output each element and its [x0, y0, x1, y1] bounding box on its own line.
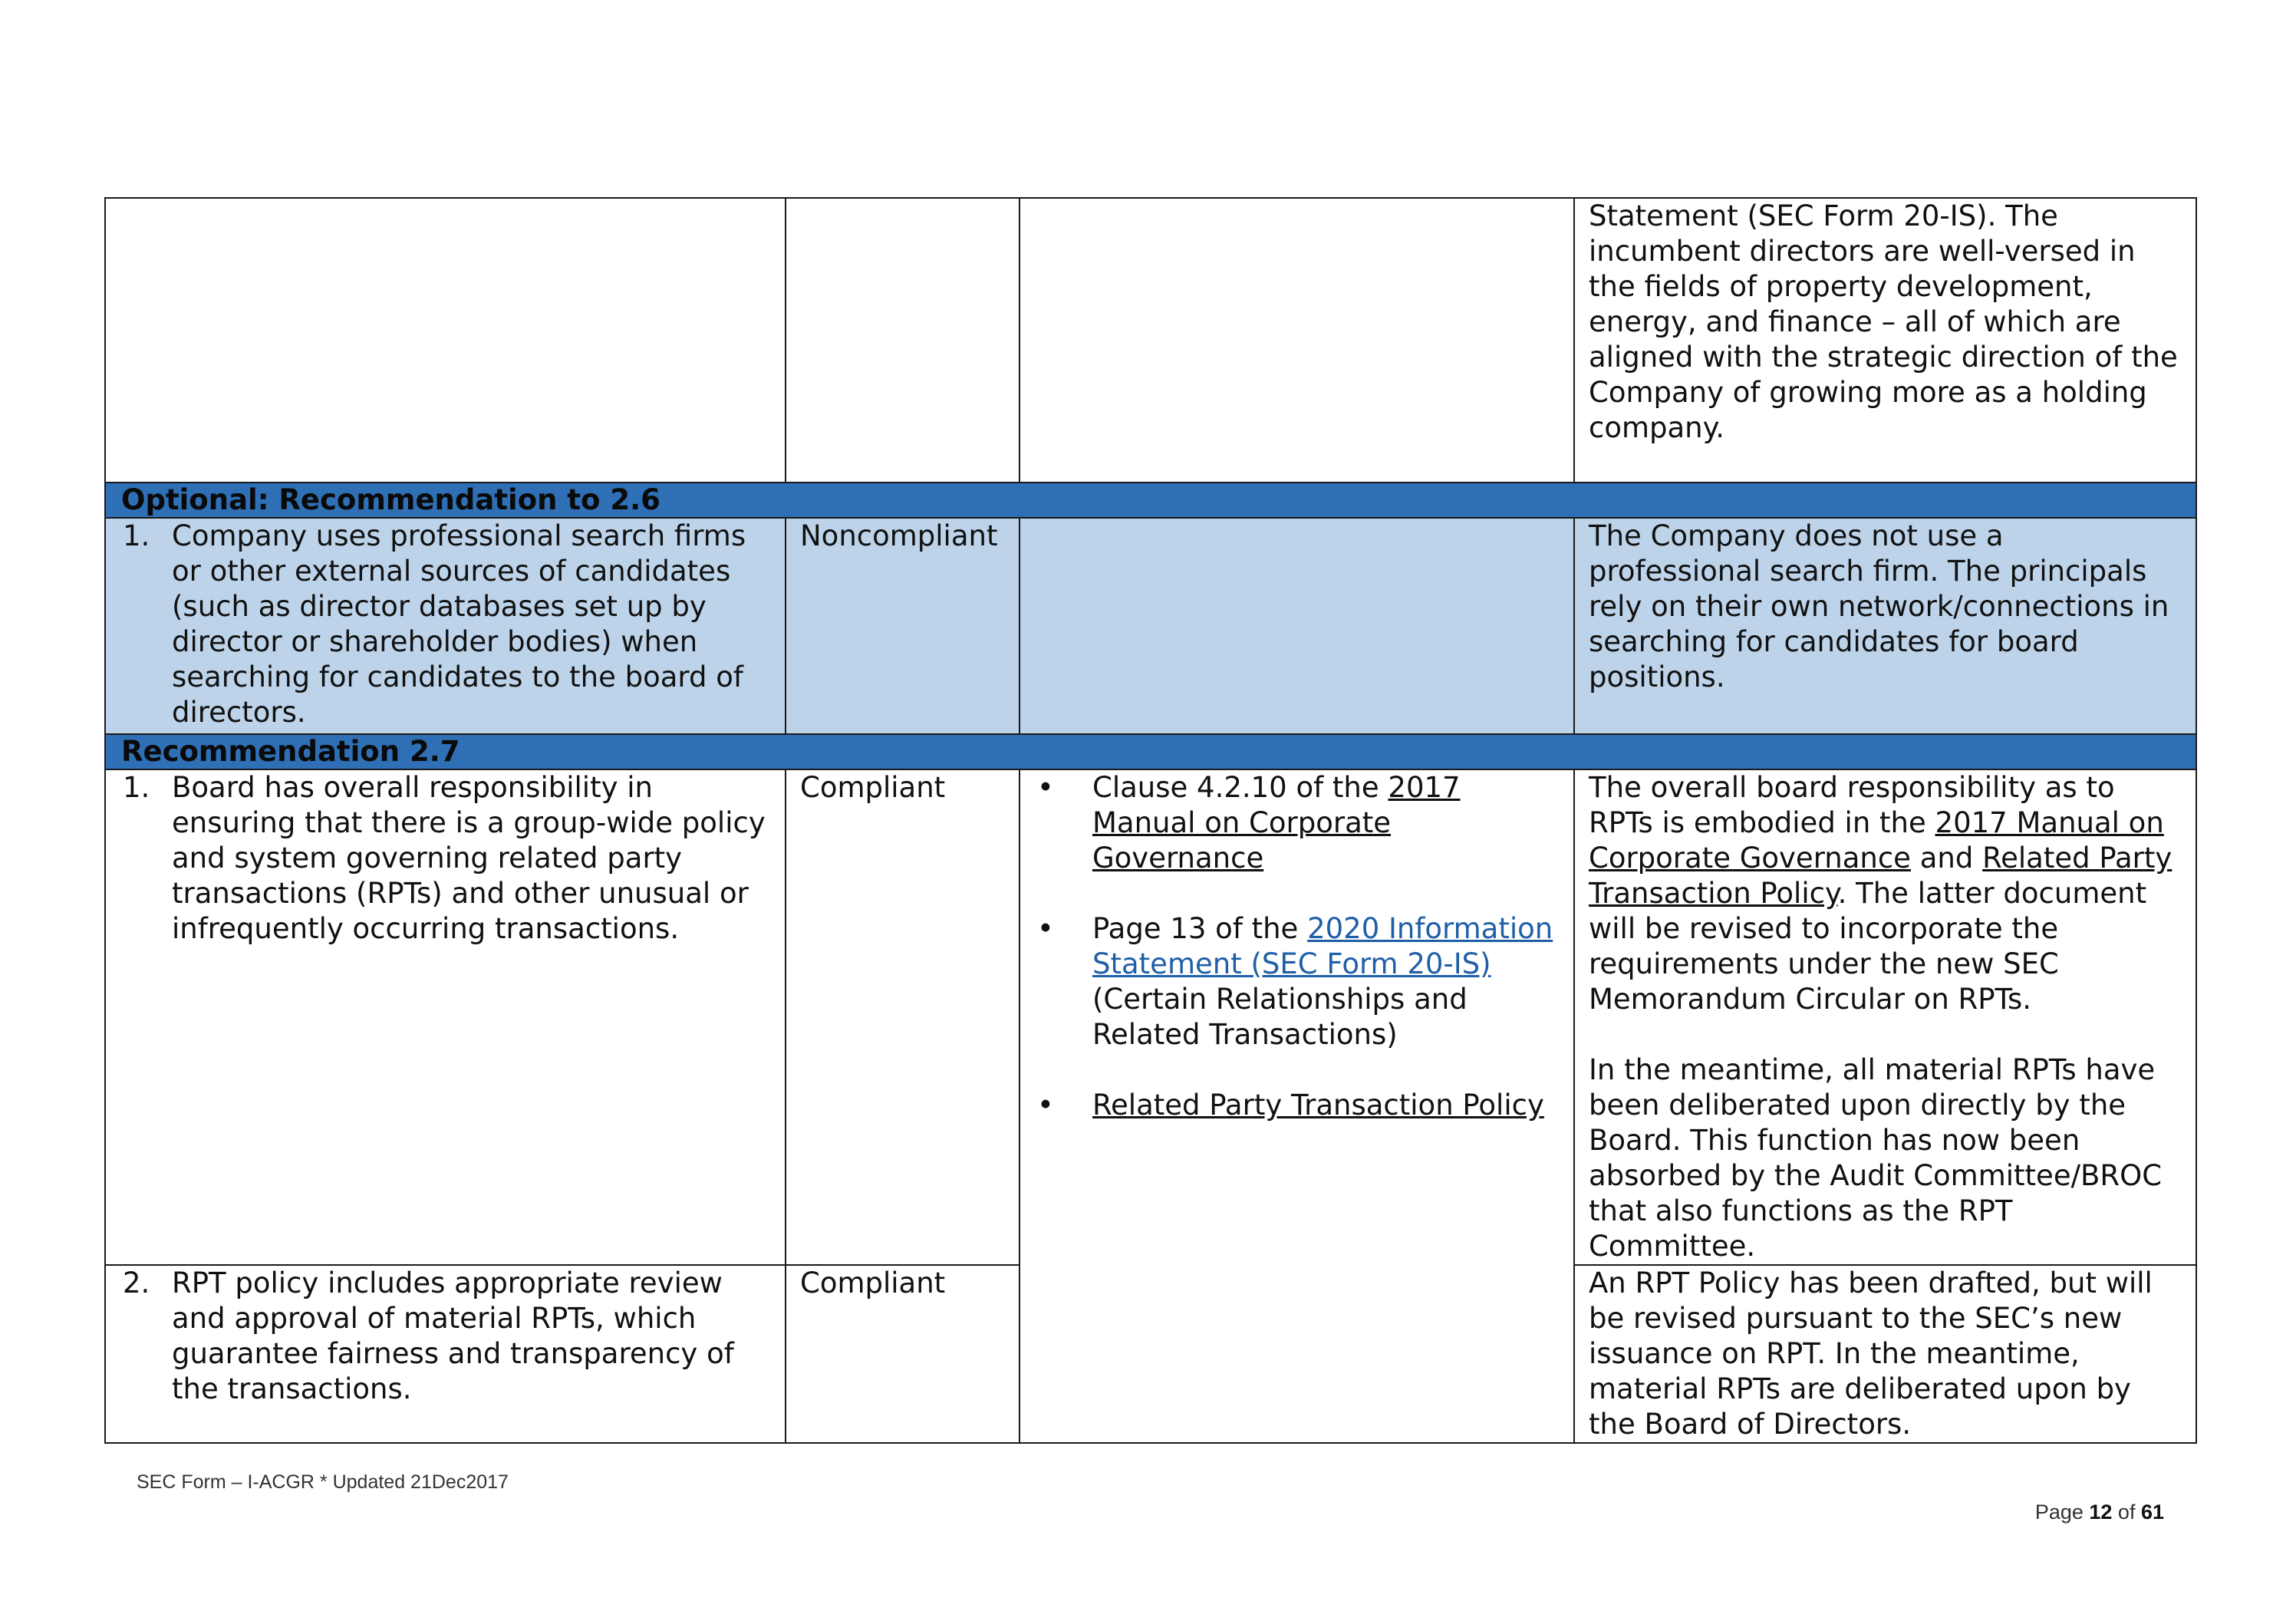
bullet-icon: • [1037, 1089, 1054, 1122]
recommendation-row [105, 518, 2196, 734]
status-cell [786, 518, 1020, 734]
evidence-item [1034, 770, 1560, 876]
item-text: RPT policy includes appropriate review and approval of material RPTs, which guarantee fairness and transparency of the transactions. [172, 1267, 734, 1405]
item-text: Company uses professional search firms or other external sources of candidates (such as director databases set up by director or shareholder bodies) when searching for candidates to the board of directors. [172, 519, 746, 729]
item-number: 1. [123, 771, 150, 804]
recommendation-cell [105, 769, 786, 1265]
evidence-text: Page 13 of the [1092, 912, 1308, 945]
cell-empty [786, 198, 1020, 483]
evidence-item [1034, 1088, 1560, 1123]
recommendation-cell [105, 1265, 786, 1443]
status-cell [786, 1265, 1020, 1443]
bullet-icon: • [1037, 771, 1054, 804]
continuation-row [105, 198, 2196, 483]
section-header-2-6 [105, 483, 2196, 518]
explanation-text: Statement (SEC Form 20-IS). The incumbent directors are well-versed in the fields of property development, energy, and finance – all of which are aligned with the strategic direction of the Company of growing more as a holding company. [1589, 199, 2178, 444]
rpt-policy-link[interactable]: Related Party Transaction Policy [1589, 842, 2172, 910]
page-total: 61 [2140, 1500, 2164, 1524]
evidence-note: (Certain Relationships and Related Transactions) [1092, 983, 1468, 1051]
evidence-list [1034, 770, 1560, 1123]
section-title: Recommendation 2.7 [105, 734, 2196, 769]
explanation-cell [1574, 1265, 2196, 1443]
recommendation-cell [105, 518, 786, 734]
bullet-icon: • [1037, 912, 1054, 945]
section-header-2-7 [105, 734, 2196, 769]
recommendation-row [105, 769, 2196, 1265]
explanation-text: . The latter document will be revised to incorporate the requirements under the new SEC Memorandum Circular on RPTs. [1589, 877, 2147, 1016]
manual-link[interactable]: 2017 Manual on Corporate Governance [1092, 771, 1461, 875]
explanation-text: The Company does not use a professional search firm. The principals rely on their own network/connections in searching for candidates for board positions. [1589, 519, 2169, 693]
compliance-status: Noncompliant [800, 519, 998, 552]
explanation-cell [1574, 518, 2196, 734]
explanation-paragraph [1589, 770, 2182, 1017]
status-cell [786, 769, 1020, 1265]
item-text: Board has overall responsibility in ensuring that there is a group-wide policy and system governing related party transactions (RPTs) and other unusual or infrequently occurring transactions. [172, 771, 766, 945]
rpt-policy-link[interactable]: Related Party Transaction Policy [1092, 1089, 1544, 1122]
page-prefix: Page [2034, 1500, 2090, 1524]
evidence-text: Clause 4.2.10 of the [1092, 771, 1388, 804]
cell-empty [105, 198, 786, 483]
item-number: 2. [123, 1267, 150, 1300]
form-label: SEC Form – I-ACGR * Updated 21Dec2017 [137, 1471, 509, 1493]
cell-empty [1020, 198, 1574, 483]
explanation-cell [1574, 769, 2196, 1265]
acgr-table [104, 197, 2197, 1444]
item-number: 1. [123, 519, 150, 552]
page-of: of [2112, 1500, 2141, 1524]
compliance-status: Compliant [800, 1267, 946, 1300]
compliance-status: Compliant [800, 771, 946, 804]
information-statement-link[interactable]: 2020 Information Statement (SEC Form 20-IS) [1092, 912, 1553, 980]
section-title: Optional: Recommendation to 2.6 [105, 483, 2196, 518]
page-current: 12 [2089, 1500, 2113, 1524]
evidence-item [1034, 911, 1560, 1052]
page-number [2035, 1500, 2164, 1524]
explanation-text: The overall board responsibility as to RPTs is embodied in the [1589, 771, 2115, 839]
evidence-cell [1020, 518, 1574, 734]
manual-link[interactable]: 2017 Manual on Corporate Governance [1589, 806, 2164, 875]
explanation-paragraph: In the meantime, all material RPTs have been deliberated upon directly by the Board. This function has now been absorbed by the Audit Committee/BROC that also functions as the RPT Committee. [1589, 1053, 2163, 1263]
explanation-cell [1574, 198, 2196, 483]
explanation-text: An RPT Policy has been drafted, but will be revised pursuant to the SEC’s new issuance on RPT. In the meantime, material RPTs are deliberated upon by the Board of Directors. [1589, 1267, 2153, 1441]
explanation-text: and [1910, 842, 1983, 875]
evidence-cell [1020, 769, 1574, 1443]
